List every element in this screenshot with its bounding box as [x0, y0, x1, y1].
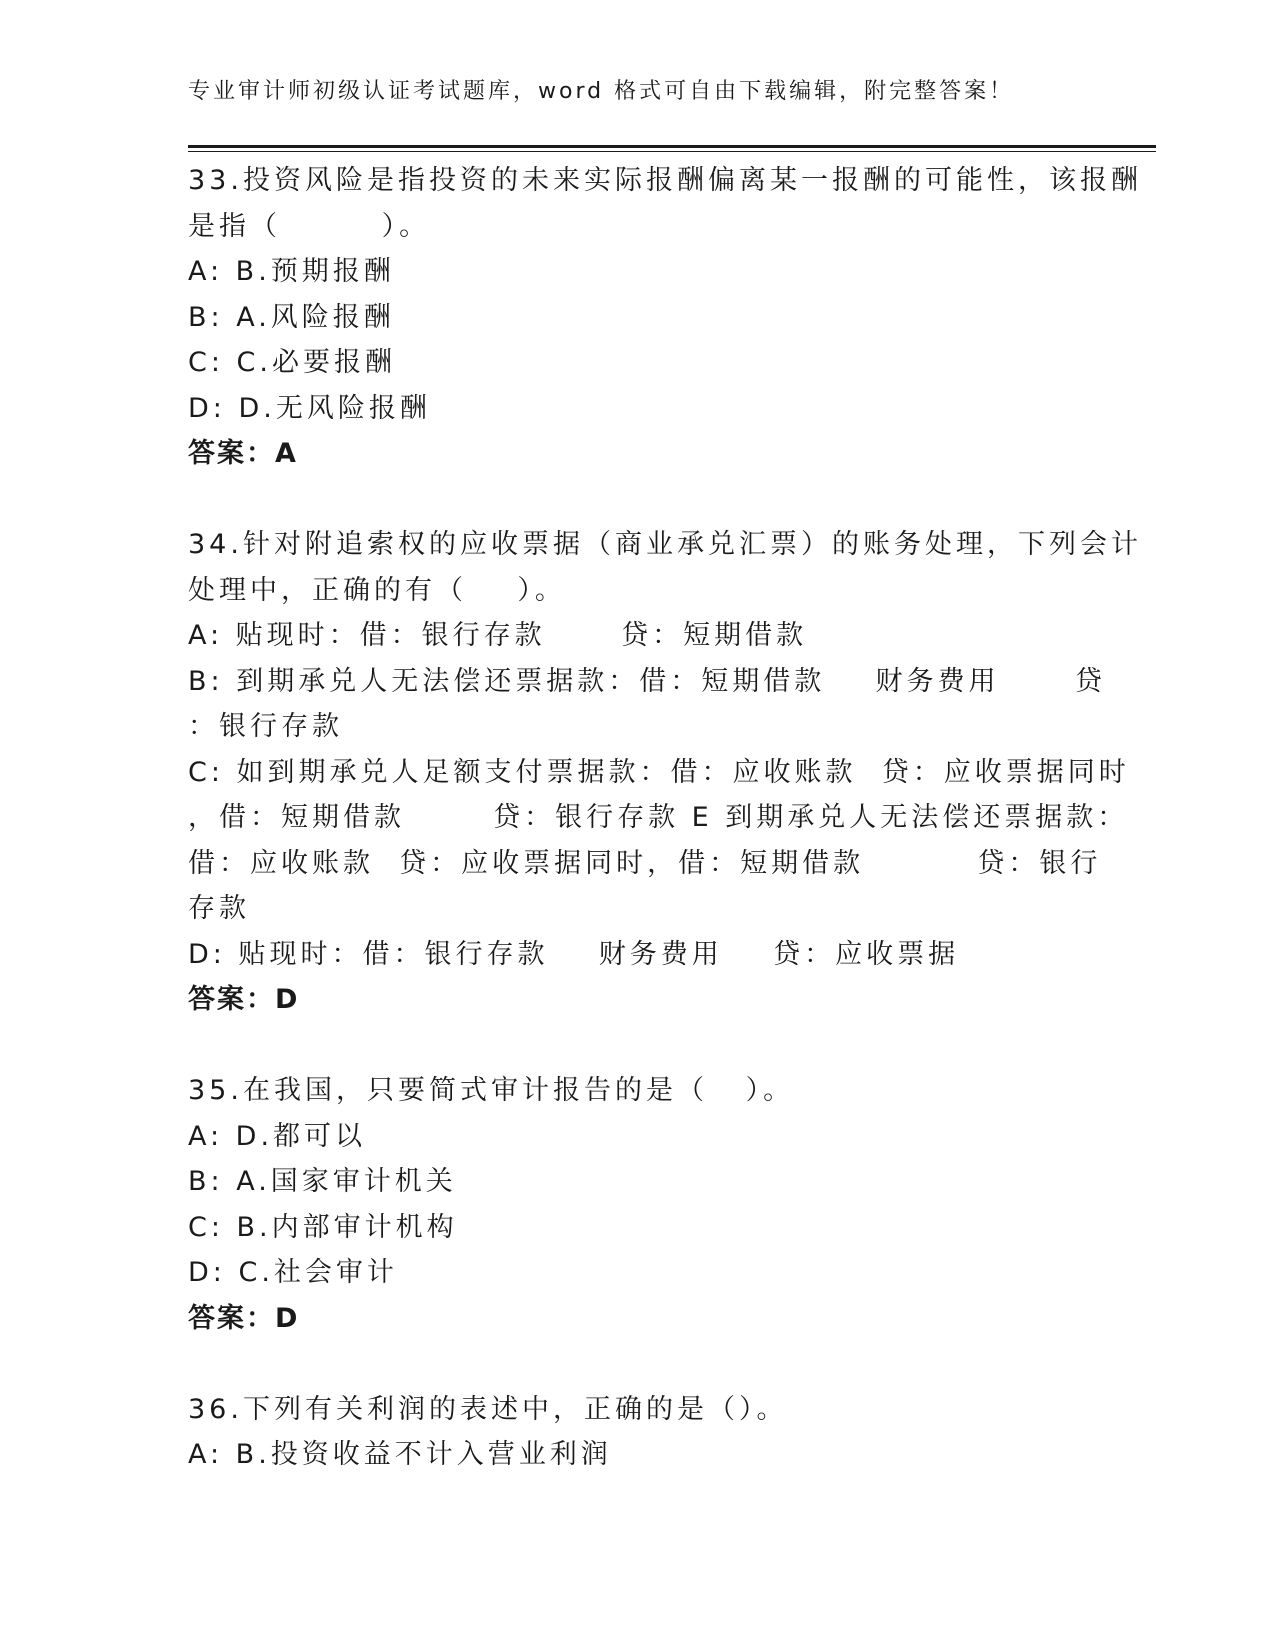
- question-stem: 处理中，正确的有（ ）。: [188, 574, 566, 606]
- option-d: D: C.社会审计: [188, 1257, 398, 1288]
- answer-text: 答案：D: [188, 1302, 300, 1334]
- option-c-continued: ，借：短期借款 贷：银行存款 E 到期承兑人无法偿还票据款：: [188, 802, 1129, 833]
- option-b-continued: ：银行存款: [188, 711, 343, 742]
- question-spacer: [188, 1023, 1088, 1069]
- answer-text: 答案：A: [188, 438, 298, 469]
- option-a: A: D.都可以: [188, 1120, 367, 1152]
- question-stem: 36.下列有关利润的表述中，正确的是（）。: [188, 1393, 788, 1425]
- option-a: A: B.投资收益不计入营业利润: [188, 1439, 612, 1470]
- option-c-continued: 借：应收账款 贷：应收票据同时，借：短期借款 贷：银行: [188, 847, 1102, 879]
- option-c: C: B.内部审计机构: [188, 1211, 458, 1243]
- option-d: D: D.无风险报酬: [188, 392, 431, 424]
- option-c: C: 如到期承兑人足额支付票据款：借：应收账款 贷：应收票据同时: [188, 756, 1130, 788]
- question-list: [188, 158, 1142, 1478]
- option-b: B: 到期承兑人无法偿还票据款：借：短期借款 财务费用 贷: [188, 665, 1107, 697]
- option-b: B: A.国家审计机关: [188, 1166, 457, 1197]
- question-34: [188, 522, 1142, 1023]
- question-stem: 34.针对附追索权的应收票据（商业承兑汇票）的账务处理，下列会计: [188, 529, 1142, 560]
- option-d: D: 贴现时：借：银行存款 财务费用 贷：应收票据: [188, 938, 960, 970]
- question-spacer: [188, 477, 1088, 523]
- option-b: B: A.风险报酬: [188, 301, 395, 333]
- question-36: [188, 1387, 1088, 1478]
- option-c-continued: 存款: [188, 893, 250, 924]
- option-a: A: B.预期报酬: [188, 256, 395, 287]
- question-spacer: [188, 1341, 1088, 1387]
- answer-text: 答案：D: [188, 984, 300, 1015]
- question-33: [188, 158, 1142, 477]
- option-c: C: C.必要报酬: [188, 347, 396, 378]
- header-rule-thick: [188, 145, 1156, 148]
- question-stem: 是指（ ）。: [188, 210, 431, 242]
- question-stem: 35.在我国，只要简式审计报告的是（ ）。: [188, 1075, 795, 1106]
- header-rule-thin: [188, 151, 1156, 152]
- question-35: [188, 1068, 1088, 1341]
- question-stem: 33.投资风险是指投资的未来实际报酬偏离某一报酬的可能性，该报酬: [188, 165, 1142, 196]
- page-header: 专业审计师初级认证考试题库，word 格式可自由下载编辑，附完整答案！: [188, 79, 1015, 104]
- option-a: A: 贴现时：借：银行存款 贷：短期借款: [188, 620, 808, 651]
